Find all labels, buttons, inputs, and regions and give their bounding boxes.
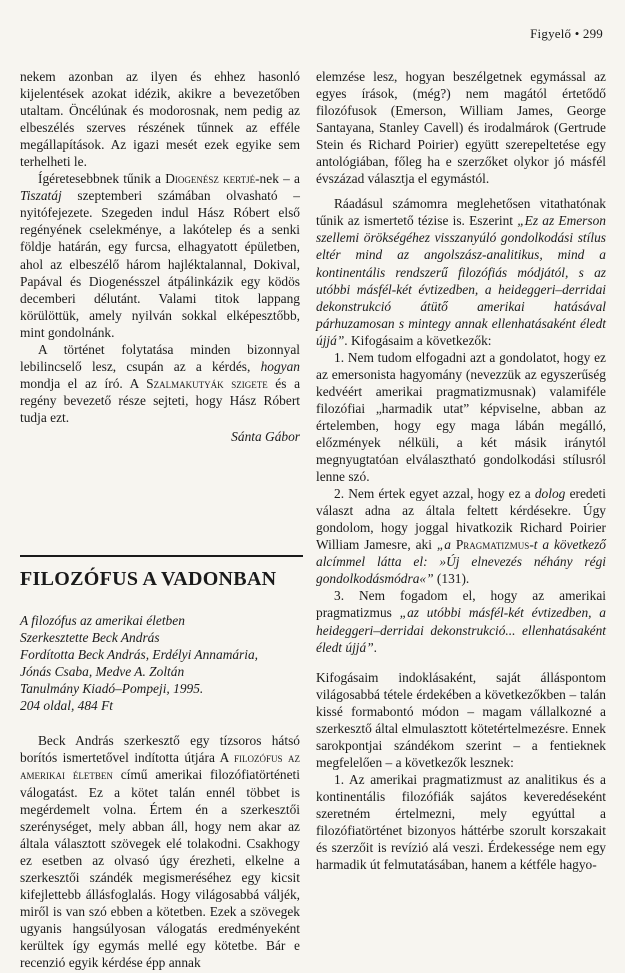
paragraph: nekem azonban az ilyen és ehhez hasonló kijelentések azokat idézik, akikre a bevezetőben utaltam. Öncélúnak és modorosnak, nem pedig az elbeszélés szerves részének tűnnek az efféle megállapítások. Az igazi mesét ezek egyike sem terhelheti le.: [20, 69, 300, 170]
paragraph: Beck András szerkesztő egy tízsoros hátsó borítós ismertetővel indította útjára A filozófus az amerikai életben című amerikai filozófiatörténeti válogatást. Ez a kötet talán ennél többet is megérdemelt volna. Értem én a szerkesztői szerénységet, mely abban áll, hogy nem akar az általa választott szövegek elé tolakodni. Csakhogy ez esetben az olvasó úgy érezheti, elkelne a szerkesztői szándék megismeréséhez egy kicsit kifejlettebb állásfoglalás. Hogy világosabbá váljék, miről is van szó ebben a kötetben. Ezek a szövegek ugyanis hangsúlyosan válogatás eredményeként kerültek így egymás mellé egy kötetbe. Bár e recenzió egyik kérdése épp annak: [20, 733, 300, 970]
paragraph: Ígéretesebbnek tűnik a Diogenész kertjé-nek – a Tiszatáj szeptemberi számában olvasható – nyitófejezete. Szegeden indul Hász Róbert első regényének cselekménye, a lakótelep és a senki földje határán, egy furcsa, elhagyatott épületben, ahol az elbeszélő három hajléktalannal, Dokival, Papával és Diogenésszel átpálinkázik egy ködös decemberi délutánt. Valami titok lappang körülöttük, amely nyilván sokkal elképesztőbb, mint gondolnánk.: [20, 171, 300, 340]
paragraph: elemzése lesz, hogyan beszélgetnek egymással az egyes írások, (még?) nem magától értetődő filozófusok (Emerson, William James, George Santayana, Stanley Cavell) és irodalmárok (Gertrude Stein és Richard Poirier) együtt szerepeltetése egy antológiában, főleg ha e szerzőket olykor jó másfél évszázad választja el egymástól.: [316, 69, 606, 187]
page-header: Figyelő • 299: [530, 26, 603, 41]
signature: Sánta Gábor: [231, 428, 300, 444]
bibliographic-info: A filozófus az amerikai életben Szerkesztette Beck András Fordította Beck András, Erdélyi Annamária, Jónás Csaba, Medve A. Zoltán Tanulmány Kiadó–Pompeji, 1995. 204 oldal, 484 Ft: [20, 613, 259, 714]
paragraph: 1. Nem tudom elfogadni azt a gondolatot, hogy ez az emersonista hagyomány (nevezzük az egyszerűség kedvéért amerikai pragmatizmusnak) valamiféle filozófiai „harmadik utat” képviselne, abban az értelemben, hogy egy maga lábán megálló, előzmények nélküli, a két másik iránytól megnyugtatóan elválasztható gondolkodási stílusról lenne szó.: [316, 349, 606, 485]
section-divider: [20, 555, 303, 557]
review-title: FILOZÓFUS A VADONBAN: [20, 568, 277, 591]
paragraph: 1. Az amerikai pragmatizmust az analitikus és a kontinentális filozófiák sajátos keveredéseként szeretném értelmezni, mely egyúttal a filozófiatörténet bizonyos háttérbe szorult korszakait és szerzőit is revízió alá veszi. Érdekessége nem egy harmadik út felmutatásában, hanem a kétféle hagyo-: [316, 771, 606, 873]
paragraph: 3. Nem fogadom el, hogy az amerikai pragmatizmus „az utóbbi másfél-két évtizedben, a heideggeri–derridai dekonstrukció... ellenhatásaként éledt újjá”.: [316, 588, 606, 655]
paragraph: 2. Nem értek egyet azzal, hogy ez a dolog eredeti választ adna az általa feltett kérdésekre. Úgy gondolom, hogy joggal hivatkozik Richard Poirier William Jamesre, aki „a Pragmatizmus-t a következő alcímmel látta el: »Új elnevezés néhány régi gondolkodásmódra«” (131).: [316, 486, 606, 587]
paragraph: Ráadásul számomra meglehetősen vitathatónak tűnik az ismertető tézise is. Eszerint „Ez az Emerson szellemi örökségéhez visszanyúló gondolkodási stílus eltér mind az angolszász-analitikus, mind a kontinentális rendszerű filozófiás módjától, s az utóbbi másfél-két évtizedben, a heideggeri–derridai dekonstrukció átütő amerikai hatásával párhuzamosan s mintegy annak ellenhatásaként éledt újjá”. Kifogásaim a következők:: [316, 196, 606, 348]
right-column: [316, 68, 606, 873]
paragraph: Kifogásaim indoklásaként, saját álláspontom világosabbá tétele érdekében a következőkben – talán kissé formabontó módon – magam vállalkozné a szerkesztő által elmulasztott kötetértelmezésre. Ennek sarokpontjai szándékom szerint – a fentieknek megfelelően – a következők lesznek:: [316, 669, 606, 770]
left-column: [20, 68, 300, 971]
paragraph: A történet folytatása minden bizonnyal lebilincselő lesz, csupán az a kérdés, hogyan mondja el az író. A Szalmakutyák szigete és a regény bevezető része sejteti, hogy Hász Róbert tudja ezt.: [20, 341, 301, 425]
